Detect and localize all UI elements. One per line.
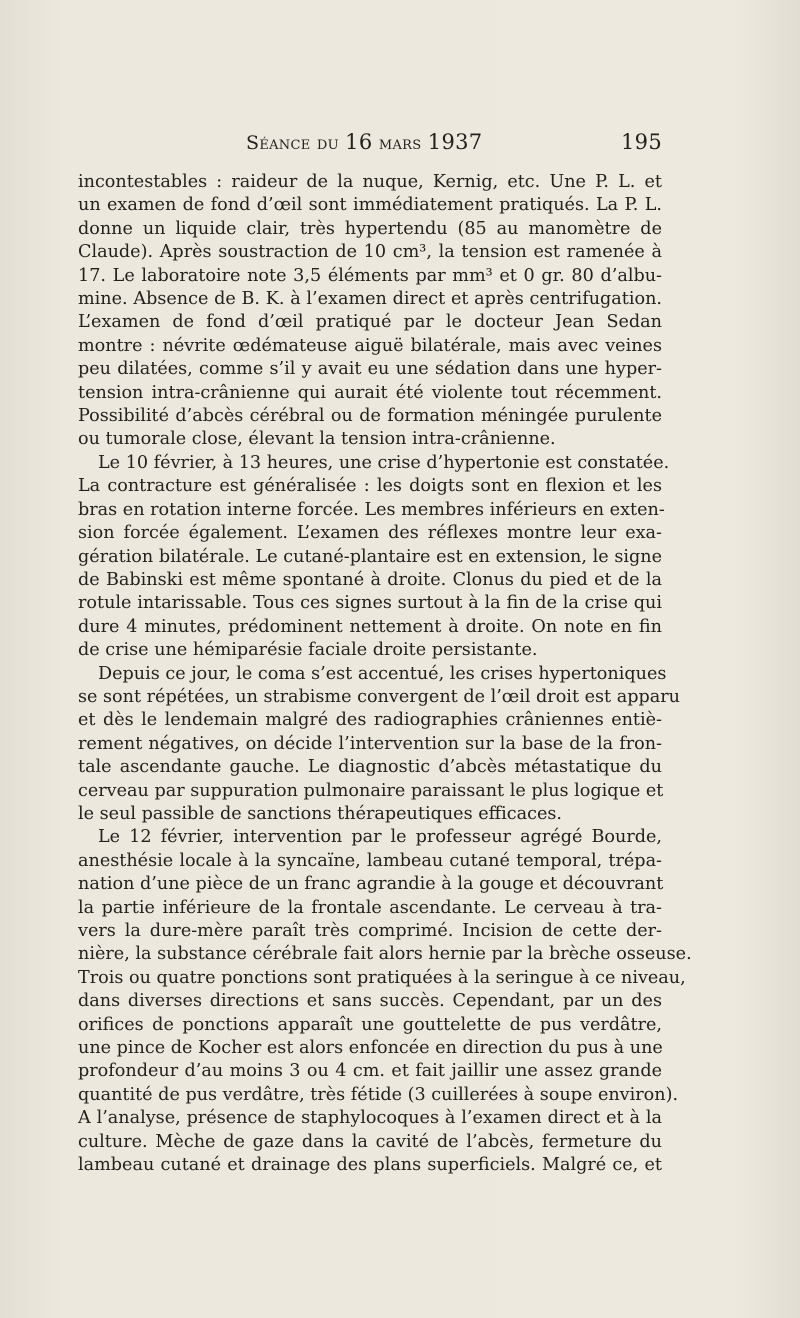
text-line: lambeau cutané et drainage des plans superficiels. Malgré ce, et	[78, 1155, 662, 1176]
text-line: La contracture est généralisée : les doigts sont en flexion et les	[78, 476, 662, 497]
title-year: 1937	[427, 130, 483, 154]
text-line: cerveau par suppuration pulmonaire paraissant le plus logique et	[78, 780, 664, 801]
text-line: mine. Absence de B. K. à l’examen direct et après centrifugation.	[78, 289, 662, 310]
text-line: orifices de ponctions apparaît une gouttelette de pus verdâtre,	[78, 1014, 662, 1035]
text-line: Le 12 février, intervention par le professeur agrégé Bourde,	[98, 827, 662, 848]
text-line: de Babinski est même spontané à droite. Clonus du pied et de la	[78, 569, 662, 590]
text-line: montre : névrite œdémateuse aiguë bilatérale, mais avec veines	[78, 335, 662, 356]
text-line: nière, la substance cérébrale fait alors hernie par la brèche osseuse.	[78, 944, 692, 965]
running-title	[246, 130, 482, 154]
running-header	[78, 128, 662, 158]
text-line: ou tumorale close, élevant la tension intra-crânienne.	[78, 429, 556, 450]
text-line: L’examen de fond d’œil pratiqué par le docteur Jean Sedan	[78, 312, 662, 333]
text-line: une pince de Kocher est alors enfoncée en direction du pus à une	[78, 1038, 663, 1059]
text-line: bras en rotation interne forcée. Les membres inférieurs en exten-	[78, 499, 665, 520]
text-line: quantité de pus verdâtre, très fétide (3 cuillerées à soupe environ).	[78, 1084, 679, 1105]
text-line: A l’analyse, présence de staphylocoques à l’examen direct et à la	[78, 1108, 662, 1129]
text-line: incontestables : raideur de la nuque, Kernig, etc. Une P. L. et	[78, 172, 662, 192]
text-line: Le 10 février, à 13 heures, une crise d’hypertonie est constatée.	[98, 452, 670, 473]
body-text	[78, 171, 692, 1177]
page-number: 195	[621, 130, 662, 154]
text-line: tension intra-crânienne qui aurait été violente tout récemment.	[78, 382, 662, 403]
title-day: 16	[345, 130, 373, 154]
text-line: 17. Le laboratoire note 3,5 éléments par mm³ et 0 gr. 80 d’albu-	[78, 265, 662, 286]
text-line: tale ascendante gauche. Le diagnostic d’abcès métastatique du	[78, 757, 662, 778]
text-line: Depuis ce jour, le coma s’est accentué, les crises hypertoniques	[98, 663, 667, 684]
text-line: vers la dure-mère paraît très comprimé. Incision de cette der-	[78, 921, 662, 941]
text-line: de crise une hémiparésie faciale droite persistante.	[78, 640, 538, 661]
text-line: un examen de fond d’œil sont immédiatement pratiqués. La P. L.	[78, 195, 662, 216]
text-line: dans diverses directions et sans succès. Cependant, par un des	[78, 991, 662, 1012]
text-line: donne un liquide clair, très hypertendu (85 au manomètre de	[78, 218, 662, 239]
text-line: nation d’une pièce de un franc agrandie à la gouge et découvrant	[78, 874, 664, 895]
text-line: Claude). Après soustraction de 10 cm³, la tension est ramenée à	[78, 242, 662, 263]
title-prefix: Séance du	[246, 132, 339, 154]
text-line: rotule intarissable. Tous ces signes surtout à la fin de la crise qui	[78, 593, 662, 614]
paragraph	[78, 452, 670, 663]
text-line: profondeur d’au moins 3 ou 4 cm. et fait jaillir une assez grande	[78, 1061, 662, 1082]
text-line: Trois ou quatre ponctions sont pratiquées à la seringue à ce niveau,	[78, 967, 686, 988]
text-line: anesthésie locale à la syncaïne, lambeau cutané temporal, trépa-	[78, 850, 662, 871]
title-month: mars	[378, 132, 422, 154]
paragraph	[78, 826, 692, 1177]
paragraph	[78, 663, 680, 827]
text-line: rement négatives, on décide l’intervention sur la base de la fron-	[78, 733, 662, 754]
text-line: peu dilatées, comme s’il y avait eu une sédation dans une hyper-	[78, 359, 662, 380]
text-line: gération bilatérale. Le cutané-plantaire est en extension, le signe	[78, 546, 662, 567]
text-line: et dès le lendemain malgré des radiographies crâniennes entiè-	[78, 710, 662, 731]
text-line: le seul passible de sanctions thérapeutiques efficaces.	[78, 803, 562, 824]
text-line: se sont répétées, un strabisme convergent de l’œil droit est apparu	[78, 686, 680, 707]
text-line: la partie inférieure de la frontale ascendante. Le cerveau à tra-	[78, 897, 662, 918]
text-line: dure 4 minutes, prédominent nettement à droite. On note en fin	[78, 616, 662, 637]
text-line: sion forcée également. L’examen des réflexes montre leur exa-	[78, 523, 662, 544]
text-line: culture. Mèche de gaze dans la cavité de l’abcès, fermeture du	[78, 1131, 662, 1152]
paragraph	[78, 171, 662, 452]
text-line: Possibilité d’abcès cérébral ou de formation méningée purulente	[78, 406, 662, 427]
